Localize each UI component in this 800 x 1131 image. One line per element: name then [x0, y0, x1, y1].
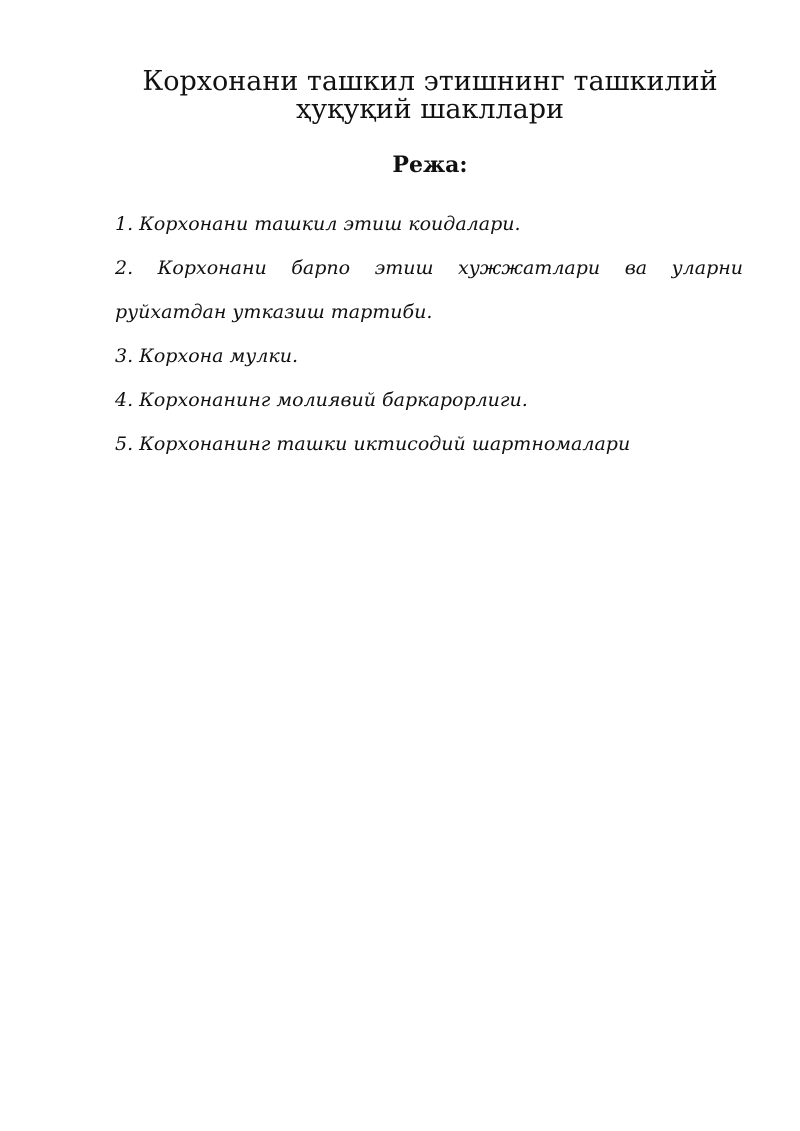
- plan-heading: Режа:: [392, 152, 468, 178]
- plan-item-4: 4. Корхонанинг молиявий баркарорлиги.: [115, 389, 528, 411]
- plan-item-3: 3. Корхона мулки.: [115, 345, 299, 367]
- plan-list: [115, 202, 743, 466]
- document-title-line-2: ҳуқуқий шакллари: [295, 94, 565, 125]
- plan-item-2: 2. Корхонани барпо этиш хужжатлари ва уларни руйхатдан утказиш тартиби.: [115, 257, 743, 323]
- plan-item-1: 1. Корхонани ташкил этиш коидалари.: [115, 213, 521, 235]
- document-title-line-1: Корхонани ташкил этишнинг ташкилий: [142, 66, 718, 97]
- document-title: [100, 68, 760, 124]
- plan-item-5: 5. Корхонанинг ташки иктисодий шартномалари: [115, 433, 631, 455]
